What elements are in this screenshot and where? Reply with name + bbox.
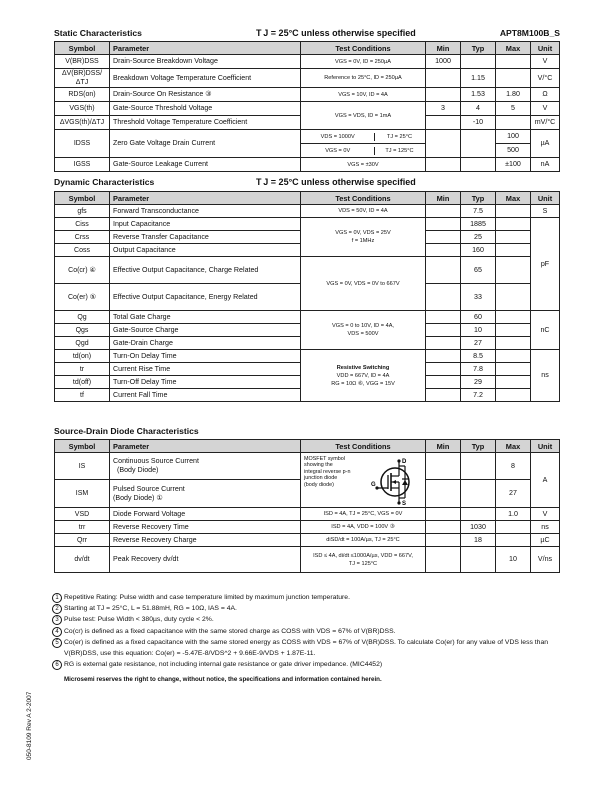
gate-label: G bbox=[371, 482, 376, 488]
symbol-cell: VGS(th) bbox=[55, 102, 110, 116]
symbol-cell: ΔVGS(th)/ΔTJ bbox=[55, 116, 110, 130]
max-cell: 1.80 bbox=[496, 88, 531, 102]
unit-cell: S bbox=[531, 205, 560, 218]
min-cell bbox=[426, 363, 461, 376]
max-cell bbox=[496, 284, 531, 311]
typ-cell: 160 bbox=[461, 244, 496, 257]
col-conditions: Test Conditions bbox=[301, 42, 426, 55]
max-cell bbox=[496, 55, 531, 69]
min-cell bbox=[426, 218, 461, 231]
static-title: Static Characteristics bbox=[54, 28, 142, 38]
caption-line: MOSFET symbol bbox=[304, 456, 345, 462]
cap-cond-line: f = 1MHz bbox=[351, 238, 375, 244]
static-conditions-note: T J = 25°C unless otherwise specified bbox=[256, 28, 416, 38]
max-cell bbox=[496, 363, 531, 376]
max-cell: 500 bbox=[496, 144, 531, 158]
parameter-cell: Gate-Source Charge bbox=[110, 324, 301, 337]
table-row bbox=[55, 88, 560, 102]
min-cell: 1000 bbox=[426, 55, 461, 69]
typ-cell: 29 bbox=[461, 376, 496, 389]
table-row bbox=[55, 218, 560, 231]
table-row bbox=[55, 350, 560, 363]
col-conditions: Test Conditions bbox=[301, 192, 426, 205]
is-param-line: Continuous Source Current bbox=[113, 457, 199, 465]
col-parameter: Parameter bbox=[110, 192, 301, 205]
parameter-cell: Forward Transconductance bbox=[110, 205, 301, 218]
document-revision: 050-8109 Rev A 2-2007 bbox=[26, 691, 33, 760]
conditions-cell bbox=[301, 547, 426, 573]
mosfet-symbol-icon bbox=[371, 457, 423, 507]
dynamic-header-row bbox=[55, 192, 560, 205]
col-max: Max bbox=[496, 192, 531, 205]
unit-cell: A bbox=[531, 453, 560, 508]
symbol-cell: dv/dt bbox=[55, 547, 110, 573]
symbol-cell: Crss bbox=[55, 231, 110, 244]
symbol-cell: trr bbox=[55, 521, 110, 534]
static-section-header bbox=[54, 28, 560, 42]
min-cell bbox=[426, 116, 461, 130]
ism-param-line: Pulsed Source Current bbox=[113, 484, 185, 493]
part-number: APT8M100B_S bbox=[499, 28, 560, 38]
max-cell: ±100 bbox=[496, 158, 531, 172]
col-symbol: Symbol bbox=[55, 440, 110, 453]
min-cell bbox=[426, 534, 461, 547]
caption-line: (body diode) bbox=[304, 481, 334, 488]
min-cell bbox=[426, 69, 461, 88]
idss-vgs-cond: VGS = 0V bbox=[325, 147, 351, 154]
parameter-cell: Reverse Recovery Time bbox=[110, 521, 301, 534]
symbol-cell: Qrr bbox=[55, 534, 110, 547]
parameter-cell: Gate-Source Threshold Voltage bbox=[110, 102, 301, 116]
dynamic-conditions-note: T J = 25°C unless otherwise specified bbox=[256, 177, 416, 187]
parameter-cell: Breakdown Voltage Temperature Coefficient bbox=[110, 69, 301, 88]
table-row bbox=[55, 521, 560, 534]
conditions-cell: VDS = 50V, ID = 4A bbox=[301, 205, 426, 218]
parameter-cell bbox=[110, 480, 301, 508]
drain-label: D bbox=[402, 459, 407, 465]
max-cell bbox=[496, 324, 531, 337]
parameter-cell: Gate-Source Leakage Current bbox=[110, 158, 301, 172]
footnote-number: 3 bbox=[52, 615, 62, 625]
parameter-cell bbox=[110, 453, 301, 480]
typ-cell bbox=[461, 453, 496, 480]
table-row bbox=[55, 69, 560, 88]
typ-cell bbox=[461, 55, 496, 69]
symbol-cell: Qgs bbox=[55, 324, 110, 337]
parameter-cell: Turn-Off Delay Time bbox=[110, 376, 301, 389]
sw-cond-line: Resistive Switching bbox=[336, 364, 390, 371]
min-cell bbox=[426, 324, 461, 337]
col-unit: Unit bbox=[531, 440, 560, 453]
min-cell bbox=[426, 389, 461, 402]
unit-cell: pF bbox=[531, 218, 560, 311]
unit-cell: V/ns bbox=[531, 547, 560, 573]
unit-cell: mV/°C bbox=[531, 116, 560, 130]
q-cond-line: VGS = 0 to 10V, ID = 4A, bbox=[332, 323, 394, 329]
min-cell bbox=[426, 453, 461, 480]
dynamic-section-header bbox=[54, 177, 560, 191]
footnote-text: Pulse test: Pulse Width < 380µs, duty cycle < 2%. bbox=[64, 616, 214, 624]
parameter-cell: Reverse Transfer Capacitance bbox=[110, 231, 301, 244]
unit-cell: ns bbox=[531, 521, 560, 534]
idss-vds-cond: VDS = 1000V bbox=[320, 133, 355, 140]
col-conditions: Test Conditions bbox=[301, 440, 426, 453]
table-row bbox=[55, 508, 560, 521]
max-cell bbox=[496, 521, 531, 534]
col-parameter: Parameter bbox=[110, 42, 301, 55]
footnote-3 bbox=[52, 614, 562, 625]
conditions-cell: VGS = 10V, ID = 4A bbox=[301, 88, 426, 102]
symbol-cell: ΔV(BR)DSS/ΔTJ bbox=[55, 69, 110, 88]
max-cell bbox=[496, 218, 531, 231]
col-parameter: Parameter bbox=[110, 440, 301, 453]
symbol-cell: RDS(on) bbox=[55, 88, 110, 102]
max-cell: 100 bbox=[496, 130, 531, 144]
typ-cell: 18 bbox=[461, 534, 496, 547]
static-header-row bbox=[55, 42, 560, 55]
symbol-cell: IDSS bbox=[55, 130, 110, 158]
mosfet-symbol-cell bbox=[301, 453, 426, 508]
min-cell bbox=[426, 130, 461, 158]
caption-line: integral reverse p-n bbox=[304, 468, 351, 475]
conditions-cell: ISD = 4A, TJ = 25°C, VGS = 0V bbox=[301, 508, 426, 521]
conditions-cell bbox=[301, 311, 426, 350]
is-param-line: (Body Diode) bbox=[117, 466, 159, 474]
table-row bbox=[55, 205, 560, 218]
symbol-cell: Co(er) ⑤ bbox=[55, 284, 110, 311]
footnotes bbox=[52, 592, 562, 686]
table-row bbox=[55, 311, 560, 324]
symbol-cell: td(on) bbox=[55, 350, 110, 363]
typ-cell bbox=[461, 547, 496, 573]
table-row bbox=[55, 257, 560, 284]
typ-cell: -10 bbox=[461, 116, 496, 130]
table-row bbox=[55, 534, 560, 547]
conditions-cell bbox=[301, 350, 426, 402]
caption-line: junction diode bbox=[304, 475, 338, 482]
dvdt-cond-line: ISD ≤ 4A, di/dt ≤1000A/µs, VDD = 667V, bbox=[313, 552, 413, 559]
typ-cell: 8.5 bbox=[461, 350, 496, 363]
footnote-6 bbox=[52, 659, 562, 670]
min-cell bbox=[426, 337, 461, 350]
footnote-2 bbox=[52, 603, 562, 614]
typ-cell: 60 bbox=[461, 311, 496, 324]
parameter-cell: Zero Gate Voltage Drain Current bbox=[110, 130, 301, 158]
parameter-cell: Effective Output Capacitance, Charge Related bbox=[110, 257, 301, 284]
unit-cell: V/°C bbox=[531, 69, 560, 88]
min-cell bbox=[426, 244, 461, 257]
max-cell bbox=[496, 389, 531, 402]
static-table bbox=[54, 41, 560, 172]
unit-cell: V bbox=[531, 55, 560, 69]
parameter-cell: Reverse Recovery Charge bbox=[110, 534, 301, 547]
parameter-cell: Peak Recovery dv/dt bbox=[110, 547, 301, 573]
ism-param-line: (Body Diode) ① bbox=[113, 493, 163, 502]
max-cell: 8 bbox=[496, 453, 531, 480]
typ-cell: 7.5 bbox=[461, 205, 496, 218]
table-row bbox=[55, 55, 560, 69]
q-cond-line: VDS = 500V bbox=[347, 331, 379, 337]
col-unit: Unit bbox=[531, 42, 560, 55]
unit-cell: V bbox=[531, 508, 560, 521]
diode-title: Source-Drain Diode Characteristics bbox=[54, 426, 199, 436]
footnote-number: 6 bbox=[52, 660, 62, 670]
parameter-cell: Total Gate Charge bbox=[110, 311, 301, 324]
symbol-cell: tr bbox=[55, 363, 110, 376]
conditions-cell bbox=[301, 144, 426, 158]
footnote-number: 1 bbox=[52, 593, 62, 603]
max-cell bbox=[496, 534, 531, 547]
disclaimer: Microsemi reserves the right to change, without notice, the specifications and information contained herein. bbox=[64, 676, 382, 684]
symbol-cell: td(off) bbox=[55, 376, 110, 389]
typ-cell: 7.8 bbox=[461, 363, 496, 376]
min-cell bbox=[426, 231, 461, 244]
footnote-text: Co(cr) is defined as a fixed capacitance with the same stored charge as COSS with VDS = 67% of V(BR)DSS. bbox=[64, 627, 396, 635]
parameter-cell: Drain-Source Breakdown Voltage bbox=[110, 55, 301, 69]
min-cell bbox=[426, 88, 461, 102]
symbol-cell: ISM bbox=[55, 480, 110, 508]
max-cell bbox=[496, 257, 531, 284]
symbol-cell: Ciss bbox=[55, 218, 110, 231]
max-cell bbox=[496, 231, 531, 244]
typ-cell: 7.2 bbox=[461, 389, 496, 402]
conditions-cell bbox=[301, 130, 426, 144]
col-min: Min bbox=[426, 192, 461, 205]
typ-cell: 1030 bbox=[461, 521, 496, 534]
col-min: Min bbox=[426, 440, 461, 453]
dvdt-cond-line: TJ = 125°C bbox=[348, 560, 378, 567]
unit-cell: µA bbox=[531, 130, 560, 158]
table-row bbox=[55, 102, 560, 116]
conditions-cell: ISD = 4A, VDD = 100V ③ bbox=[301, 521, 426, 534]
parameter-cell: Diode Forward Voltage bbox=[110, 508, 301, 521]
col-min: Min bbox=[426, 42, 461, 55]
parameter-cell: Output Capacitance bbox=[110, 244, 301, 257]
conditions-cell: diSD/dt = 100A/µs, TJ = 25°C bbox=[301, 534, 426, 547]
min-cell bbox=[426, 508, 461, 521]
source-label: S bbox=[402, 501, 407, 507]
min-cell bbox=[426, 547, 461, 573]
typ-cell: 65 bbox=[461, 257, 496, 284]
max-cell bbox=[496, 69, 531, 88]
max-cell bbox=[496, 116, 531, 130]
col-typ: Typ bbox=[461, 42, 496, 55]
typ-cell bbox=[461, 508, 496, 521]
typ-cell bbox=[461, 480, 496, 508]
typ-cell bbox=[461, 130, 496, 158]
col-symbol: Symbol bbox=[55, 42, 110, 55]
dynamic-table bbox=[54, 191, 560, 402]
max-cell bbox=[496, 311, 531, 324]
symbol-cell: IS bbox=[55, 453, 110, 480]
typ-cell: 1885 bbox=[461, 218, 496, 231]
conditions-cell bbox=[301, 218, 426, 257]
max-cell bbox=[496, 376, 531, 389]
unit-cell: nC bbox=[531, 311, 560, 350]
max-cell bbox=[496, 337, 531, 350]
unit-cell: nA bbox=[531, 158, 560, 172]
parameter-cell: Effective Output Capacitance, Energy Related bbox=[110, 284, 301, 311]
symbol-cell: Qg bbox=[55, 311, 110, 324]
symbol-cell: Coss bbox=[55, 244, 110, 257]
table-row bbox=[55, 453, 560, 480]
max-cell: 1.0 bbox=[496, 508, 531, 521]
typ-cell: 33 bbox=[461, 284, 496, 311]
dynamic-title: Dynamic Characteristics bbox=[54, 177, 155, 187]
table-row bbox=[55, 547, 560, 573]
typ-cell: 1.53 bbox=[461, 88, 496, 102]
min-cell bbox=[426, 350, 461, 363]
footnote-4 bbox=[52, 626, 562, 637]
symbol-cell: Qgd bbox=[55, 337, 110, 350]
idss-tj125-cond: TJ = 125°C bbox=[374, 147, 425, 155]
table-row bbox=[55, 158, 560, 172]
footnote-number: 5 bbox=[52, 638, 62, 648]
footnote-1 bbox=[52, 592, 562, 603]
unit-cell: ns bbox=[531, 350, 560, 402]
typ-cell: 4 bbox=[461, 102, 496, 116]
col-max: Max bbox=[496, 440, 531, 453]
footnote-number: 4 bbox=[52, 627, 62, 637]
col-symbol: Symbol bbox=[55, 192, 110, 205]
min-cell bbox=[426, 257, 461, 284]
parameter-cell: Gate-Drain Charge bbox=[110, 337, 301, 350]
typ-cell: 27 bbox=[461, 337, 496, 350]
typ-cell bbox=[461, 158, 496, 172]
typ-cell: 1.15 bbox=[461, 69, 496, 88]
max-cell: 27 bbox=[496, 480, 531, 508]
parameter-cell: Input Capacitance bbox=[110, 218, 301, 231]
conditions-cell: VGS = VDS, ID = 1mA bbox=[301, 102, 426, 130]
conditions-cell: Reference to 25°C, ID = 250µA bbox=[301, 69, 426, 88]
cap-cond-line: VGS = 0V, VDS = 25V bbox=[335, 230, 391, 236]
min-cell bbox=[426, 284, 461, 311]
footnote-text: Starting at TJ = 25°C, L = 51.88mH, RG = 10Ω, IAS = 4A. bbox=[64, 605, 237, 613]
footnote-text: Repetitive Rating: Pulse width and case temperature limited by maximum junction temperature. bbox=[64, 594, 350, 601]
footnote-5 bbox=[52, 637, 562, 659]
max-cell bbox=[496, 244, 531, 257]
max-cell bbox=[496, 205, 531, 218]
min-cell bbox=[426, 205, 461, 218]
diode-header-row bbox=[55, 440, 560, 453]
diode-table bbox=[54, 439, 560, 573]
symbol-cell: V(BR)DSS bbox=[55, 55, 110, 69]
unit-cell: µC bbox=[531, 534, 560, 547]
parameter-cell: Current Rise Time bbox=[110, 363, 301, 376]
min-cell bbox=[426, 521, 461, 534]
symbol-cell: VSD bbox=[55, 508, 110, 521]
footnote-text: Co(er) is defined as a fixed capacitance with the same stored energy as COSS with VDS = 67% of V(BR)DSS. To calculate Co(er) for any value of VDS less than V(BR)DSS, use this equation: Co(er) = -5.47E-8/VDS^2 + 9.66E-9/VDS + 1.87E-11. bbox=[64, 638, 548, 658]
max-cell bbox=[496, 350, 531, 363]
sw-cond-line: VDD = 667V, ID = 4A bbox=[336, 372, 390, 379]
symbol-cell: Co(cr) ④ bbox=[55, 257, 110, 284]
typ-cell: 10 bbox=[461, 324, 496, 337]
min-cell bbox=[426, 480, 461, 508]
max-cell: 10 bbox=[496, 547, 531, 573]
conditions-cell: VGS = ±30V bbox=[301, 158, 426, 172]
min-cell bbox=[426, 158, 461, 172]
caption-line: showing the bbox=[304, 462, 333, 469]
unit-cell: V bbox=[531, 102, 560, 116]
symbol-cell: IGSS bbox=[55, 158, 110, 172]
col-max: Max bbox=[496, 42, 531, 55]
typ-cell: 25 bbox=[461, 231, 496, 244]
symbol-cell: tf bbox=[55, 389, 110, 402]
parameter-cell: Threshold Voltage Temperature Coefficient bbox=[110, 116, 301, 130]
col-typ: Typ bbox=[461, 440, 496, 453]
conditions-cell: VGS = 0V, ID = 250µA bbox=[301, 55, 426, 69]
symbol-cell: gfs bbox=[55, 205, 110, 218]
idss-tj25-cond: TJ = 25°C bbox=[374, 133, 425, 141]
min-cell: 3 bbox=[426, 102, 461, 116]
parameter-cell: Current Fall Time bbox=[110, 389, 301, 402]
min-cell bbox=[426, 376, 461, 389]
diode-section-header bbox=[54, 426, 560, 440]
col-typ: Typ bbox=[461, 192, 496, 205]
mosfet-symbol-caption bbox=[304, 456, 350, 488]
conditions-cell: VGS = 0V, VDS = 0V to 667V bbox=[301, 257, 426, 311]
sw-cond-line: RG = 10Ω ⑥, VGG = 15V bbox=[331, 380, 395, 387]
parameter-cell: Drain-Source On Resistance ③ bbox=[110, 88, 301, 102]
unit-cell: Ω bbox=[531, 88, 560, 102]
footnote-number: 2 bbox=[52, 604, 62, 614]
min-cell bbox=[426, 311, 461, 324]
parameter-cell: Turn-On Delay Time bbox=[110, 350, 301, 363]
footnote-text: RG is external gate resistance, not including internal gate resistance or gate driver impedance. (MIC4452) bbox=[64, 661, 383, 669]
col-unit: Unit bbox=[531, 192, 560, 205]
table-row bbox=[55, 130, 560, 144]
max-cell: 5 bbox=[496, 102, 531, 116]
